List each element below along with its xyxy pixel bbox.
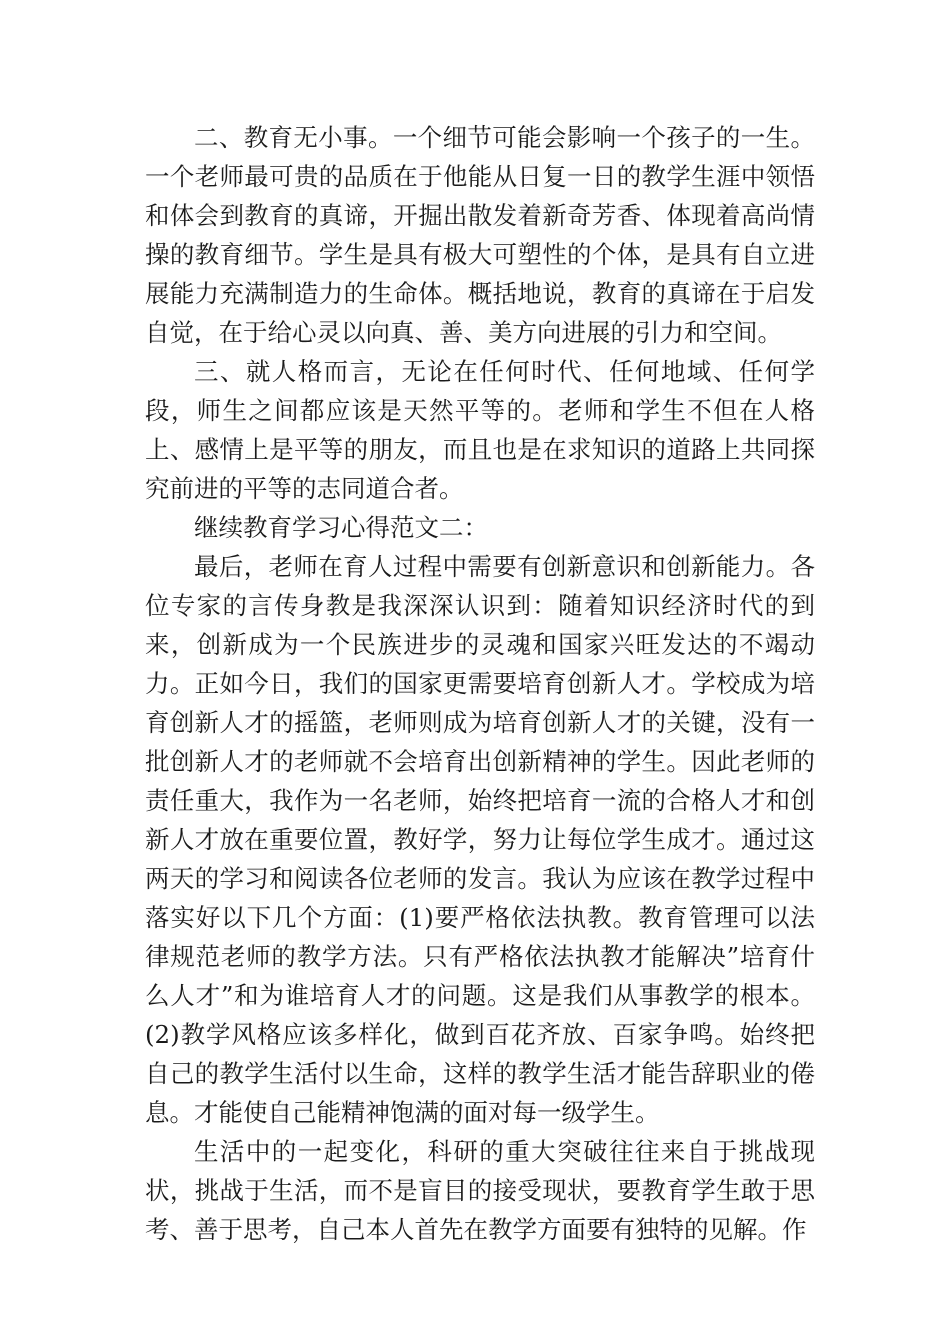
section-heading-sample-two: 继续教育学习心得范文二：: [194, 513, 488, 542]
paragraph-personality-equality: 三、就人格而言，无论在任何时代、任何地域、任何学段，师生之间都应该是天然平等的。老师和学生不但在人格上、感情上是平等的朋友，而且也是在求知识的道路上共同探究前进的平等的志同道合者。: [145, 357, 815, 503]
paragraph-challenge-status-quo: 生活中的一起变化，科研的重大突破往往来自于挑战现状，挑战于生活，而不是盲目的接受现状，要教育学生敢于思考、善于思考，自己本人首先在教学方面要有独特的见解。作: [145, 1137, 815, 1244]
paragraph-education-details: 二、教育无小事。一个细节可能会影响一个孩子的一生。一个老师最可贵的品质在于他能从日复一日的教学生涯中领悟和体会到教育的真谛，开掘出散发着新奇芳香、体现着高尚情操的教育细节。学生是具有极大可塑性的个体，是具有自立进展能力充满制造力的生命体。概括地说，教育的真谛在于启发自觉，在于给心灵以向真、善、美方向进展的引力和空间。: [145, 123, 815, 347]
document-body: [145, 118, 815, 1249]
paragraph-innovation: 最后，老师在育人过程中需要有创新意识和创新能力。各位专家的言传身教是我深深认识到：随着知识经济时代的到来，创新成为一个民族进步的灵魂和国家兴旺发达的不竭动力。正如今日，我们的国家更需要培育创新人才。学校成为培育创新人才的摇篮，老师则成为培育创新人才的关键，没有一批创新人才的老师就不会培育出创新精神的学生。因此老师的责任重大，我作为一名老师，始终把培育一流的合格人才和创新人才放在重要位置，教好学，努力让每位学生成才。通过这两天的学习和阅读各位老师的发言。我认为应该在教学过程中落实好以下几个方面：(1)要严格依法执教。教育管理可以法律规范老师的教学方法。只有严格依法执教才能解决”培育什么人才”和为谁培育人才的问题。这是我们从事教学的根本。(2)教学风格应该多样化，做到百花齐放、百家争鸣。始终把自己的教学生活付以生命，这样的教学生活才能告辞职业的倦息。才能使自己能精神饱满的面对每一级学生。: [145, 552, 815, 1127]
